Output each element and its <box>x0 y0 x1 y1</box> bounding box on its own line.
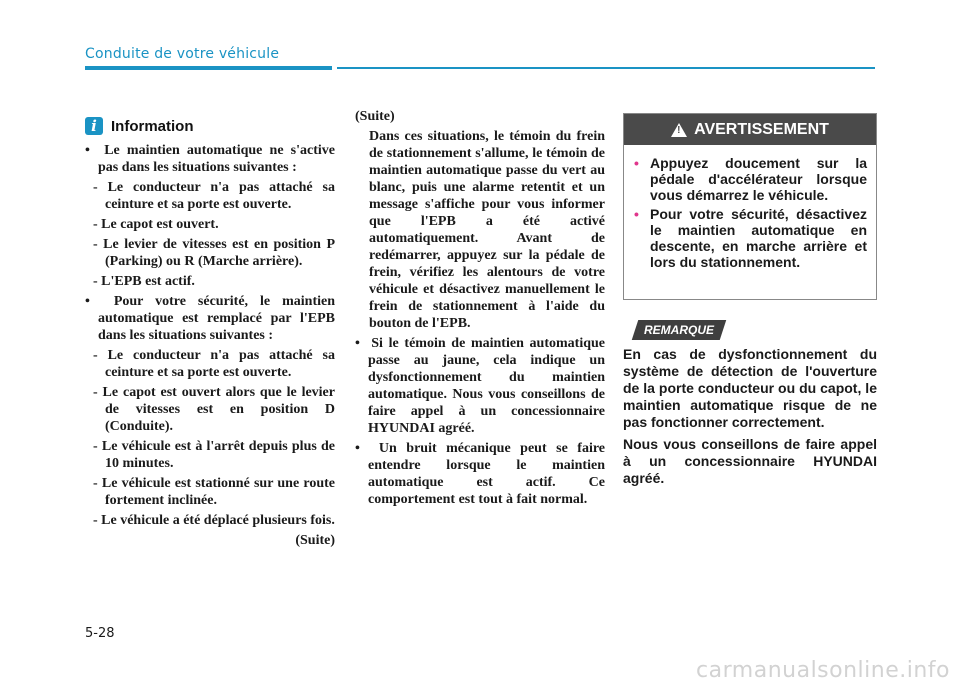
continued-paragraph: Dans ces situations, le témoin du frein de stationnement s'allume, le témoin de maintien automatique passe du vert au blanc, puis une alarme retentit et un message s'affiche pour vous informer que l'EPB a été activé automatiquement. Avant de redémarrer, appuyez sur la pédale de frein, vérifiez les alentours de votre véhicule et désactivez manuellement le frein de stationnement à l'aide du bouton de l'EPB. <box>369 129 605 331</box>
warning-item-text: Pour votre sécurité, désactivez le maintien automatique en descente, en marche arrière et lors du stationnement. <box>650 206 867 270</box>
info-column-right <box>355 108 605 511</box>
dash-item: - Le capot est ouvert. <box>93 217 219 232</box>
header-rule-thin <box>337 67 875 69</box>
bullet-item: • Un bruit mécanique peut se faire entendre lorsque le maintien automatique est actif. Ce comportement est tout à fait normal. <box>355 441 606 507</box>
warning-box <box>623 113 877 300</box>
bullet-text: Si le témoin de maintien automatique passe au jaune, cela indique un dysfonctionnement du maintien automatique. Nous vous conseillons de faire appel à un concessionnaire HYUNDAI agréé. <box>368 336 605 436</box>
note-badge <box>632 320 726 340</box>
note-badge-label: REMARQUE <box>643 323 714 337</box>
warning-triangle-icon: ! <box>671 123 687 137</box>
dash-item: - Le véhicule est à l'arrêt depuis plus de 10 minutes. <box>93 439 335 471</box>
note-text <box>623 346 877 492</box>
dash-item: - Le conducteur n'a pas attaché sa ceinture et sa porte est ouverte. <box>93 180 335 212</box>
dash-item: - Le levier de vitesses est en position P (Parking) ou R (Marche arrière). <box>93 237 335 269</box>
info-heading <box>85 115 194 137</box>
info-column-left <box>85 142 335 549</box>
dash-item: - Le véhicule a été déplacé plusieurs fois. <box>93 513 335 528</box>
dash-item: - Le véhicule est stationné sur une route fortement inclinée. <box>93 476 335 508</box>
dash-item: - Le conducteur n'a pas attaché sa ceinture et sa porte est ouverte. <box>93 348 335 380</box>
bullet-text: Le maintien automatique ne s'active pas dans les situations suivantes : <box>98 143 335 175</box>
warning-item <box>634 206 867 270</box>
continued-label: (Suite) <box>295 533 335 548</box>
header-rule-thick <box>85 66 332 70</box>
bullet-item: • Pour votre sécurité, le maintien automatique est remplacé par l'EPB dans les situations suivantes : <box>85 294 335 343</box>
bullet-dot-icon: • <box>634 155 639 171</box>
bullet-item: • Si le témoin de maintien automatique passe au jaune, cela indique un dysfonctionnement du maintien automatique. Nous vous conseillons de faire appel à un concessionnaire HYUNDAI agréé. <box>355 336 605 436</box>
dash-item: - Le capot est ouvert alors que le levier de vitesses est en position D (Conduite). <box>93 385 335 434</box>
page-number: 5-28 <box>85 626 115 641</box>
warning-item-text: Appuyez doucement sur la pédale d'accélérateur lorsque vous démarrez le véhicule. <box>650 155 867 203</box>
warning-title: AVERTISSEMENT <box>694 120 829 138</box>
watermark: carmanualsonline.info <box>696 658 950 683</box>
warning-body <box>624 145 876 270</box>
continued-label: (Suite) <box>355 109 395 124</box>
bullet-text: Pour votre sécurité, le maintien automatique est remplacé par l'EPB dans les situations suivantes : <box>98 294 335 343</box>
bullet-item: • Le maintien automatique ne s'active pas dans les situations suivantes : <box>85 143 335 175</box>
bullet-text: Un bruit mécanique peut se faire entendre lorsque le maintien automatique est actif. Ce comportement est tout à fait normal. <box>368 441 606 507</box>
dash-item: - L'EPB est actif. <box>93 274 195 289</box>
bullet-dot-icon: • <box>634 206 639 222</box>
note-paragraph: Nous vous conseillons de faire appel à un concessionnaire HYUNDAI agréé. <box>623 436 877 486</box>
warning-item <box>634 155 867 203</box>
info-title: Information <box>111 117 194 135</box>
warning-header <box>624 114 876 145</box>
section-title: Conduite de votre véhicule <box>85 46 280 62</box>
note-paragraph: En cas de dysfonctionnement du système de détection de l'ouverture de la porte conducteur ou du capot, le maintien automatique risque de ne pas fonctionner correctement. <box>623 346 877 430</box>
info-icon: i <box>85 117 103 135</box>
